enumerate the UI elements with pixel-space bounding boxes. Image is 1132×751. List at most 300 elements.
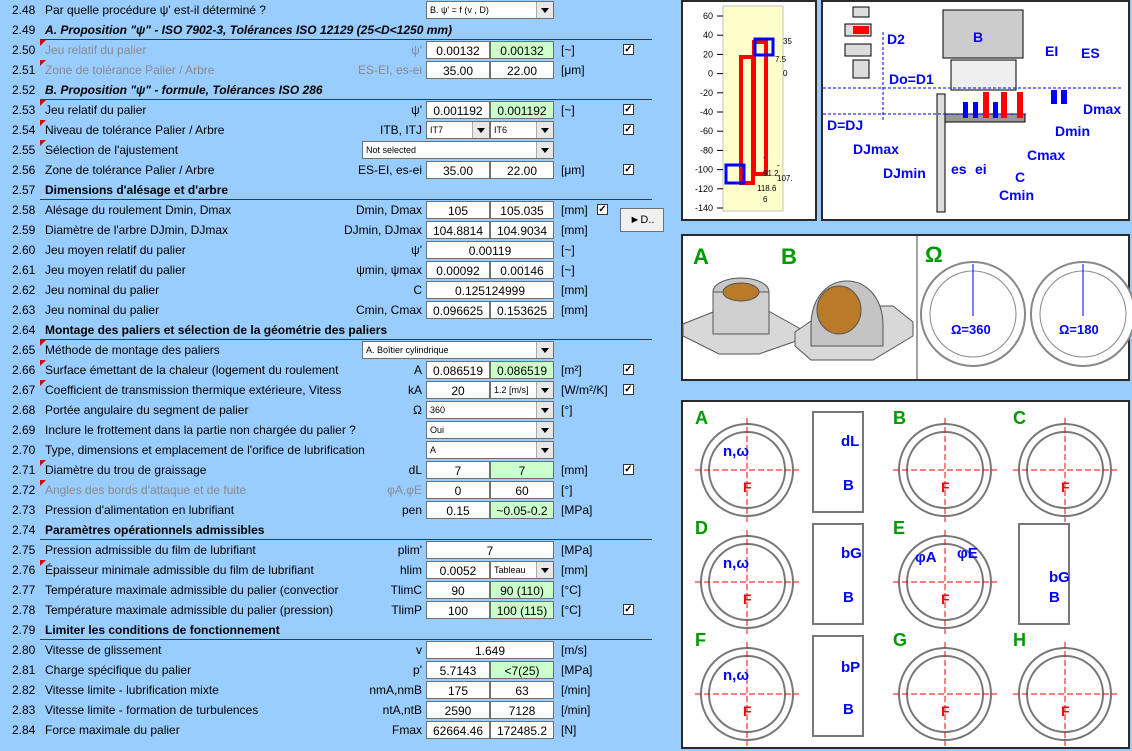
y-tick-label: 0 [707, 68, 713, 79]
row-2-73 [0, 500, 672, 520]
row-2-63 [0, 300, 672, 320]
row-label: Vitesse limite - formation de turbulences [45, 703, 259, 717]
row-2-77 [0, 580, 672, 600]
value-cell[interactable]: 7 [426, 461, 490, 479]
row-2-80 [0, 640, 672, 660]
value-cell[interactable]: 0.15 [426, 501, 490, 519]
value-cell[interactable]: 7 [426, 541, 554, 559]
row-number: 2.49 [12, 23, 36, 37]
value-cell[interactable]: 22.00 [490, 161, 554, 179]
y-tick-label: -120 [694, 183, 713, 194]
row-unit: [μm] [561, 163, 585, 177]
row-unit: [MPa] [561, 503, 593, 517]
speed-label: n,ω [723, 555, 750, 572]
chevron-down-icon[interactable] [536, 422, 553, 438]
value-cell[interactable]: 0 [426, 481, 490, 499]
row-unit: [mm] [561, 223, 588, 237]
row-label: Pression d'alimentation en lubrifiant [45, 503, 235, 517]
row-unit: [°] [561, 403, 573, 417]
row-label: Coefficient de transmission thermique extérieure, Vitess [45, 383, 342, 397]
chart-label: - [763, 153, 766, 162]
row-2-66 [0, 360, 672, 380]
force-label: F [743, 703, 752, 719]
y-tick-label: 60 [702, 11, 713, 21]
bearing-images [681, 234, 1130, 381]
row-number: 2.61 [12, 263, 36, 277]
dropdown-value: A. Boîtier cylindrique [366, 345, 449, 355]
value-cell[interactable]: 0.086519 [426, 361, 490, 379]
row-number: 2.53 [12, 103, 36, 117]
row-symbol: ψ' [411, 103, 422, 117]
value-cell[interactable]: 1.649 [426, 641, 554, 659]
row-symbol: dL [408, 463, 422, 477]
value-cell[interactable]: 100 (115) [490, 601, 554, 619]
row-2-52 [0, 80, 672, 100]
row-unit: [m²] [561, 363, 582, 377]
dropdown[interactable] [490, 561, 554, 579]
label-omega-180: Ω=180 [1059, 322, 1099, 337]
label-c: C [1015, 169, 1026, 185]
row-number: 2.64 [12, 323, 36, 337]
value-cell[interactable]: 0.001192 [426, 101, 490, 119]
row-2-51 [0, 60, 672, 80]
row-number: 2.66 [12, 363, 36, 377]
chevron-down-icon[interactable] [472, 122, 489, 138]
dropdown-value: IT6 [494, 125, 508, 135]
row-number: 2.51 [12, 63, 36, 77]
row-number: 2.62 [12, 283, 36, 297]
row-number: 2.73 [12, 503, 36, 517]
label-cmin: Cmin [999, 187, 1034, 203]
chevron-down-icon[interactable] [536, 122, 553, 138]
row-number: 2.54 [12, 123, 36, 137]
value-cell[interactable]: 20 [426, 381, 490, 399]
row-symbol: TlimP [391, 603, 422, 617]
row-label: Zone de tolérance Palier / Arbre [45, 63, 215, 77]
row-symbol: Dmin, Dmax [355, 203, 422, 217]
tolerance-chart [681, 0, 817, 221]
value-cell[interactable]: 100 [426, 601, 490, 619]
row-2-84 [0, 720, 672, 740]
chart-label: 6 [763, 195, 768, 204]
y-tick-label: -100 [694, 164, 713, 175]
row-number: 2.79 [12, 623, 36, 637]
row-unit: [W/m²/K] [561, 383, 608, 397]
row-label: Surface émettant de la chaleur (logement du roulement [45, 363, 339, 377]
checkbox[interactable]: ✓ [624, 604, 633, 615]
y-tick-label: -40 [699, 107, 713, 117]
row-2-82 [0, 680, 672, 700]
checkbox[interactable]: ✓ [624, 464, 633, 475]
type-h-label: H [1013, 630, 1026, 650]
tolerance-diagram [821, 0, 1130, 221]
value-cell[interactable]: 0.00119 [426, 241, 554, 259]
row-2-54 [0, 120, 672, 140]
value-cell[interactable]: 175 [426, 681, 490, 699]
row-unit: [MPa] [561, 543, 593, 557]
label-dmin: Dmin [1055, 123, 1090, 139]
force-label: F [941, 479, 950, 495]
dropdown-value: A [430, 445, 437, 455]
row-number: 2.68 [12, 403, 36, 417]
row-symbol: φA,φE [387, 483, 422, 497]
label-a: A [693, 244, 709, 269]
label-djmin: DJmin [883, 165, 926, 181]
row-label: Alésage du roulement Dmin, Dmax [45, 203, 232, 217]
chevron-down-icon[interactable] [536, 142, 553, 158]
row-label: Diamètre du trou de graissage [45, 463, 207, 477]
value-cell[interactable]: 0.00092 [426, 261, 490, 279]
row-unit: [MPa] [561, 663, 593, 677]
row-symbol: ES-EI, es-ei [357, 63, 422, 77]
row-label: Charge spécifique du palier [45, 663, 192, 677]
dropdown-value: B. ψ' = f (v , D) [430, 5, 489, 15]
label-ei-lower: ei [975, 161, 987, 177]
bg-label: bG [841, 545, 862, 562]
value-cell[interactable]: 0.125124999 [426, 281, 554, 299]
checkbox[interactable]: ✓ [598, 204, 607, 215]
row-label: Portée angulaire du segment de palier [45, 403, 249, 417]
row-symbol: Fmax [392, 723, 422, 737]
value-cell[interactable]: 0.0052 [426, 561, 490, 579]
row-symbol: kA [407, 383, 422, 397]
checkbox[interactable]: ✓ [624, 364, 633, 375]
value-cell[interactable]: 172485.2 [490, 721, 554, 739]
dropdown-value: Oui [430, 425, 445, 435]
row-symbol: ψ' [411, 243, 422, 257]
value-cell[interactable]: 105.035 [490, 201, 554, 219]
value-cell[interactable]: 7128 [490, 701, 554, 719]
row-2-67 [0, 380, 672, 400]
value-cell[interactable]: 0.00146 [490, 261, 554, 279]
dimension-button[interactable]: ►D.. [620, 208, 664, 232]
row-symbol: ψmin, ψmax [356, 263, 422, 277]
row-label: Jeu relatif du palier [45, 43, 147, 57]
row-number: 2.77 [12, 583, 36, 597]
chevron-down-icon[interactable] [536, 342, 553, 358]
bp-label: bP [841, 659, 861, 676]
row-number: 2.84 [12, 723, 36, 737]
y-tick-label: -20 [699, 87, 713, 98]
dropdown[interactable] [426, 121, 490, 139]
row-symbol: C [413, 283, 422, 297]
y-tick-label: 20 [702, 49, 713, 60]
force-label: F [743, 591, 752, 607]
row-2-59 [0, 220, 672, 240]
chart-label: 35 [783, 37, 792, 46]
value-cell[interactable]: 0.001192 [490, 101, 554, 119]
y-tick-label: -60 [699, 126, 713, 137]
checkbox[interactable]: ✓ [624, 124, 633, 135]
row-label: Jeu nominal du palier [45, 283, 160, 297]
row-label: Force maximale du palier [45, 723, 180, 737]
checkbox[interactable]: ✓ [624, 44, 633, 55]
row-number: 2.50 [12, 43, 36, 57]
label-d2: D2 [887, 31, 905, 47]
row-label: Inclure le frottement dans la partie non chargée du palier ? [45, 423, 356, 437]
value-cell[interactable]: 90 (110) [490, 581, 554, 599]
row-number: 2.71 [12, 463, 36, 477]
label-dmax: Dmax [1083, 101, 1122, 117]
dl-label: dL [841, 433, 860, 450]
row-symbol: Ω [413, 403, 422, 417]
row-symbol: DJmin, DJmax [343, 223, 422, 237]
tolerance-chart-svg [683, 2, 815, 219]
row-label: Dimensions d'alésage et d'arbre [45, 183, 229, 197]
dropdown[interactable] [426, 441, 554, 459]
row-number: 2.80 [12, 643, 36, 657]
type-e-label: E [893, 518, 906, 538]
row-number: 2.48 [12, 3, 36, 17]
row-label: Température maximale admissible du palier (pression) [45, 603, 334, 617]
row-symbol: ψ' [411, 43, 422, 57]
row-unit: [mm] [561, 283, 588, 297]
row-symbol: hlim [399, 563, 422, 577]
row-2-78 [0, 600, 672, 620]
row-number: 2.59 [12, 223, 36, 237]
dropdown[interactable] [426, 1, 554, 19]
row-number: 2.58 [12, 203, 36, 217]
type-c-label: C [1013, 408, 1026, 428]
row-number: 2.55 [12, 143, 36, 157]
dropdown-value: Tableau [494, 565, 526, 575]
value-cell[interactable]: ~0.05-0.2 [490, 501, 554, 519]
row-2-68 [0, 400, 672, 420]
value-cell[interactable]: 7 [490, 461, 554, 479]
phi-e-label: φE [957, 545, 978, 562]
value-cell[interactable]: 104.8814 [426, 221, 490, 239]
force-label: F [1061, 703, 1070, 719]
speed-label: n,ω [723, 667, 750, 684]
row-label: Sélection de l'ajustement [45, 143, 179, 157]
row-label: Température maximale admissible du palier (convectior [45, 583, 339, 597]
row-unit: [/min] [561, 703, 591, 717]
row-unit: [N] [561, 723, 577, 737]
row-number: 2.75 [12, 543, 36, 557]
dropdown[interactable] [362, 141, 554, 159]
chevron-down-icon[interactable] [536, 442, 553, 458]
row-symbol: ES-EI, es-ei [357, 163, 422, 177]
row-2-56 [0, 160, 672, 180]
value-cell[interactable]: 35.00 [426, 61, 490, 79]
chevron-down-icon[interactable] [536, 2, 553, 18]
chart-label: 107. [777, 174, 793, 183]
chart-label: 0 [783, 69, 788, 78]
row-label: Méthode de montage des paliers [45, 343, 220, 357]
row-label: Jeu moyen relatif du palier [45, 243, 186, 257]
row-label: Jeu moyen relatif du palier [45, 263, 186, 277]
value-cell[interactable]: 63 [490, 681, 554, 699]
checkbox[interactable]: ✓ [624, 384, 633, 395]
chevron-down-icon[interactable] [536, 402, 553, 418]
row-label: Jeu nominal du palier [45, 303, 160, 317]
row-2-55 [0, 140, 672, 160]
row-unit: [~] [561, 243, 575, 257]
row-number: 2.65 [12, 343, 36, 357]
label-es-lower: es [951, 161, 967, 177]
speed-label: n,ω [723, 443, 750, 460]
row-2-79 [0, 620, 672, 640]
b-label: B [843, 589, 854, 606]
row-symbol: A [413, 363, 422, 377]
row-symbol: TlimC [390, 583, 422, 597]
row-label: Limiter les conditions de fonctionnement [45, 623, 280, 637]
row-number: 2.57 [12, 183, 36, 197]
row-unit: [/min] [561, 683, 591, 697]
row-symbol: Cmin, Cmax [355, 303, 422, 317]
row-2-83 [0, 700, 672, 720]
dropdown[interactable] [426, 421, 554, 439]
row-number: 2.72 [12, 483, 36, 497]
row-symbol: v [416, 643, 422, 657]
dropdown-value: Not selected [366, 145, 417, 155]
row-unit: [m/s] [561, 643, 587, 657]
row-label: Vitesse limite - lubrification mixte [45, 683, 219, 697]
checkbox[interactable]: ✓ [624, 164, 633, 175]
value-cell[interactable]: 105 [426, 201, 490, 219]
row-number: 2.69 [12, 423, 36, 437]
row-label: Paramètres opérationnels admissibles [45, 523, 265, 537]
row-symbol: plim' [397, 543, 422, 557]
row-label: Épaisseur minimale admissible du film de lubrifiant [45, 563, 314, 577]
label-omega: Ω [925, 242, 943, 267]
label-b: B [781, 244, 797, 269]
dropdown[interactable] [490, 121, 554, 139]
row-number: 2.76 [12, 563, 36, 577]
phi-a-label: φA [915, 549, 937, 566]
label-cmax: Cmax [1027, 147, 1066, 163]
chevron-down-icon[interactable] [536, 382, 553, 398]
label-b: B [973, 29, 984, 45]
dropdown[interactable] [490, 381, 554, 399]
label-ei: EI [1045, 43, 1059, 59]
row-symbol: ITB, ITJ [380, 123, 422, 137]
chart-label: 91.2 [763, 169, 779, 178]
row-unit: [mm] [561, 203, 588, 217]
row-unit: [mm] [561, 303, 588, 317]
y-tick-label: 40 [702, 30, 713, 41]
row-2-57 [0, 180, 672, 200]
row-2-70 [0, 440, 672, 460]
value-cell[interactable]: 2590 [426, 701, 490, 719]
checkbox[interactable]: ✓ [624, 104, 633, 115]
value-cell[interactable]: 0.086519 [490, 361, 554, 379]
chart-label: 7.5 [775, 55, 787, 64]
y-tick-label: -140 [694, 203, 713, 213]
row-label: A. Proposition "ψ" - ISO 7902-3, Tolérances ISO 12129 (25<D<1250 mm) [45, 23, 453, 37]
row-2-76 [0, 560, 672, 580]
row-2-69 [0, 420, 672, 440]
dropdown-value: IT7 [430, 125, 444, 135]
row-2-49 [0, 20, 672, 40]
row-number: 2.81 [12, 663, 36, 677]
row-unit: [~] [561, 103, 575, 117]
row-number: 2.82 [12, 683, 36, 697]
row-2-62 [0, 280, 672, 300]
dropdown[interactable] [362, 341, 554, 359]
row-symbol: ntA,ntB [382, 703, 422, 717]
row-unit: [°C] [561, 603, 582, 617]
b-label: B [843, 701, 854, 718]
row-number: 2.63 [12, 303, 36, 317]
y-tick-label: -80 [699, 145, 713, 156]
row-label: Pression admissible du film de lubrifiant [45, 543, 256, 557]
row-unit: [μm] [561, 63, 585, 77]
value-cell[interactable]: 5.7143 [426, 661, 490, 679]
row-2-61 [0, 260, 672, 280]
row-number: 2.52 [12, 83, 36, 97]
row-2-48 [0, 0, 672, 20]
dropdown-value: 360 [430, 405, 446, 415]
type-f-label: F [695, 630, 706, 650]
row-unit: [mm] [561, 463, 588, 477]
row-label: Zone de tolérance Palier / Arbre [45, 163, 215, 177]
bg-label: bG [1049, 569, 1070, 586]
row-2-53 [0, 100, 672, 120]
row-label: B. Proposition "ψ" - formule, Tolérances ISO 286 [45, 83, 323, 97]
force-label: F [743, 479, 752, 495]
type-a-label: A [695, 408, 708, 428]
value-cell[interactable]: <7(25) [490, 661, 554, 679]
value-cell[interactable]: 90 [426, 581, 490, 599]
row-label: Type, dimensions et emplacement de l'orifice de lubrification [45, 443, 365, 457]
row-unit: [mm] [561, 563, 588, 577]
row-number: 2.78 [12, 603, 36, 617]
row-2-75 [0, 540, 672, 560]
value-cell[interactable]: 62664.46 [426, 721, 490, 739]
row-label: Jeu relatif du palier [45, 103, 147, 117]
label-d-dj: D=DJ [827, 117, 864, 133]
value-cell[interactable]: 0.153625 [490, 301, 554, 319]
row-2-50 [0, 40, 672, 60]
row-number: 2.70 [12, 443, 36, 457]
row-unit: [~] [561, 43, 575, 57]
value-cell[interactable]: 0.096625 [426, 301, 490, 319]
value-cell[interactable]: 35.00 [426, 161, 490, 179]
row-label: Montage des paliers et sélection de la géométrie des paliers [45, 323, 388, 337]
dropdown[interactable] [426, 401, 554, 419]
row-number: 2.83 [12, 703, 36, 717]
row-2-71 [0, 460, 672, 480]
hole-types-diagram [681, 400, 1130, 749]
row-number: 2.56 [12, 163, 36, 177]
row-label: Vitesse de glissement [45, 643, 162, 657]
label-omega-360: Ω=360 [951, 322, 991, 337]
value-cell[interactable]: 104.9034 [490, 221, 554, 239]
value-cell[interactable]: 60 [490, 481, 554, 499]
label-es: ES [1081, 45, 1100, 61]
value-cell[interactable]: 22.00 [490, 61, 554, 79]
force-label: F [941, 703, 950, 719]
row-number: 2.74 [12, 523, 36, 537]
force-label: F [1061, 479, 1070, 495]
row-unit: [°C] [561, 583, 582, 597]
label-djmax: DJmax [853, 141, 899, 157]
row-label: Angles des bords d'attaque et de fuite [45, 483, 247, 497]
row-unit: [°] [561, 483, 573, 497]
value-cell[interactable]: 0.00132 [426, 41, 490, 59]
b-label: B [1049, 589, 1060, 606]
type-g-label: G [893, 630, 908, 650]
type-d-label: D [695, 518, 708, 538]
row-symbol: nmA,nmB [369, 683, 422, 697]
type-b-label: B [893, 408, 906, 428]
chevron-down-icon[interactable] [536, 562, 553, 578]
row-2-74 [0, 520, 672, 540]
value-cell[interactable]: 0.00132 [490, 41, 554, 59]
row-number: 2.67 [12, 383, 36, 397]
row-label: Diamètre de l'arbre DJmin, DJmax [45, 223, 229, 237]
